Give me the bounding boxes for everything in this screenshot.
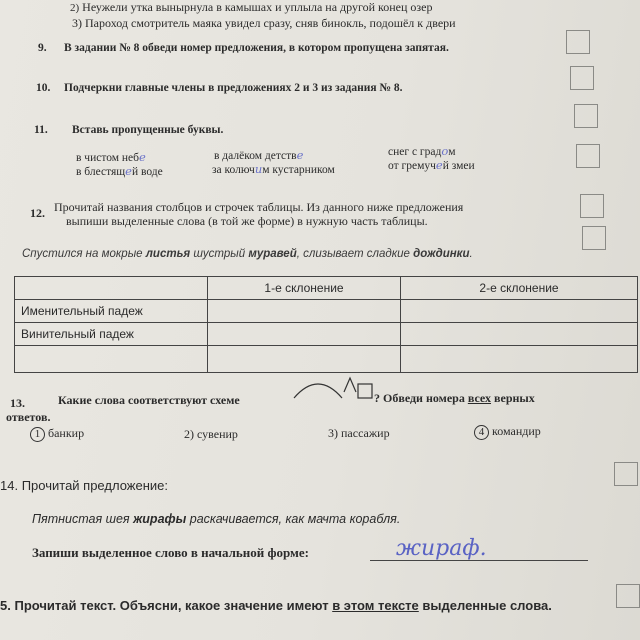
handwritten-letter: о: [441, 144, 449, 158]
bold-word: листья: [145, 248, 191, 260]
answer-box-14[interactable]: [614, 462, 638, 486]
q15-header: [0, 598, 552, 613]
answer-box-11b[interactable]: [576, 144, 600, 168]
table-cell[interactable]: [208, 323, 401, 346]
q12-sentence: [22, 248, 473, 260]
q13-option-4[interactable]: [474, 424, 541, 440]
bold-word: дождинки: [413, 248, 470, 260]
q13-number: 13.: [10, 396, 25, 410]
handwritten-letter: и: [254, 162, 263, 176]
q14-text: Прочитай предложение:: [21, 478, 168, 493]
q15-emphasis: в этом тексте: [332, 598, 419, 613]
answer-box-9[interactable]: [566, 30, 590, 54]
q11-word: в далёком детств: [214, 150, 297, 162]
q15-text: Прочитай текст. Объясни, какое значение имеют: [14, 598, 329, 613]
handwritten-letter: е: [435, 158, 443, 172]
row-label: [15, 346, 208, 373]
option-word: сувенир: [197, 427, 238, 441]
q11-col3-line2: [388, 158, 475, 172]
sentence-part: раскачивается, как мачта корабля.: [186, 512, 401, 526]
sentence-part: шустрый: [190, 248, 249, 260]
q11-col1-line1: [76, 150, 146, 164]
task8-line2: [70, 0, 433, 15]
q11-word: в блестящ: [76, 166, 126, 178]
row-label: Винительный падеж: [15, 323, 208, 346]
answer-box-12a[interactable]: [580, 194, 604, 218]
option-word: командир: [492, 424, 541, 438]
bold-word: муравей: [248, 248, 297, 260]
option-number: 3): [328, 426, 338, 440]
q11-word: в чистом неб: [76, 152, 140, 164]
q12-text-line1: Прочитай названия столбцов и строчек таблицы. Из данного ниже предложения: [54, 200, 464, 214]
q11-word: от гремуч: [388, 160, 436, 172]
table-cell[interactable]: [401, 323, 638, 346]
q15-text-end: выделенные слова.: [422, 598, 552, 613]
q9-text: В задании № 8 обведи номер предложения, в котором пропущена запятая.: [64, 42, 449, 54]
q14-header: [0, 478, 168, 493]
table-row: [15, 323, 638, 346]
q14-task: Запиши выделенное слово в начальной форме:: [32, 545, 309, 560]
q11-col2-line2: [212, 162, 335, 176]
q12-number: 12.: [30, 206, 45, 220]
handwritten-letter: е: [139, 150, 146, 164]
circled-number: 1: [30, 427, 45, 442]
q13-instruction: ? Обведи номера: [374, 391, 465, 405]
q11-word: м кустарником: [262, 164, 335, 176]
sentence-part: , слизывает сладкие: [296, 248, 414, 260]
bold-word: жирафы: [133, 512, 187, 526]
q13-text-a: Какие слова соответствуют схеме: [58, 393, 240, 407]
q11-col2-line1: [214, 148, 303, 162]
table-header-cell: 1-е склонение: [208, 277, 401, 300]
table-cell[interactable]: [401, 346, 638, 373]
sentence-part: .: [469, 248, 473, 260]
task8-line2-text: Неужели утка вынырнула в камышах и уплыла на другой конец озер: [82, 0, 433, 14]
q13-instruction-end: верных: [494, 391, 535, 405]
option-number: 2): [184, 427, 194, 441]
table-header-cell: 2-е склонение: [401, 277, 638, 300]
declension-table: [14, 276, 638, 373]
handwritten-letter: е: [125, 164, 132, 178]
q11-word: снег с град: [388, 146, 442, 158]
table-header-cell: [15, 277, 208, 300]
circled-number: 4: [474, 425, 489, 440]
q15-number: 5.: [0, 598, 11, 613]
sentence-part: Спустился на мокрые: [22, 248, 146, 260]
option-word: пассажир: [341, 426, 390, 440]
q11-word: за колюч: [212, 164, 255, 176]
sentence-part: Пятнистая шея: [32, 512, 134, 526]
table-cell[interactable]: [208, 346, 401, 373]
task8-line3: [72, 16, 456, 31]
q11-text: Вставь пропущенные буквы.: [72, 124, 224, 136]
q14-sentence: [32, 512, 400, 526]
task8-line3-num: 3): [72, 16, 82, 30]
answer-box-12b[interactable]: [582, 226, 606, 250]
answer-box-10[interactable]: [570, 66, 594, 90]
q13-option-2[interactable]: [184, 427, 238, 442]
q13-option-1[interactable]: [30, 426, 84, 442]
table-row: [15, 346, 638, 373]
q14-number: 14.: [0, 478, 19, 493]
q11-word: м: [448, 146, 456, 158]
row-label: Именительный падеж: [15, 300, 208, 323]
q11-col3-line1: [388, 144, 456, 158]
handwritten-answer: жираф.: [396, 536, 487, 561]
word-scheme-icon: [286, 370, 386, 406]
q11-col1-line2: [76, 164, 163, 178]
option-circle: 2): [70, 2, 80, 14]
q10-number: 10.: [36, 82, 51, 94]
q9-number: 9.: [38, 42, 47, 54]
table-row: [15, 300, 638, 323]
q12-text-line2: выпиши выделенные слова (в той же форме) в нужную часть таблицы.: [66, 214, 428, 228]
q13-text-b: [374, 391, 535, 406]
q10-text: Подчеркни главные члены в предложениях 2 и 3 из задания № 8.: [64, 82, 403, 94]
table-header-row: [15, 277, 638, 300]
q11-word: й воде: [131, 166, 163, 178]
table-cell[interactable]: [401, 300, 638, 323]
answer-box-11[interactable]: [574, 104, 598, 128]
answer-box-15[interactable]: [616, 584, 640, 608]
table-cell[interactable]: [208, 300, 401, 323]
handwritten-letter: е: [296, 148, 304, 162]
q11-word: й змеи: [442, 160, 475, 172]
q13-text-d: ответов.: [6, 410, 51, 424]
q13-emphasis: всех: [467, 391, 492, 405]
q13-option-3[interactable]: [328, 426, 390, 441]
option-word: банкир: [48, 426, 85, 440]
task8-line3-text: Пароход смотритель маяка увидел сразу, сняв бинокль, подошёл к двери: [85, 16, 456, 30]
q11-number: 11.: [34, 124, 48, 136]
